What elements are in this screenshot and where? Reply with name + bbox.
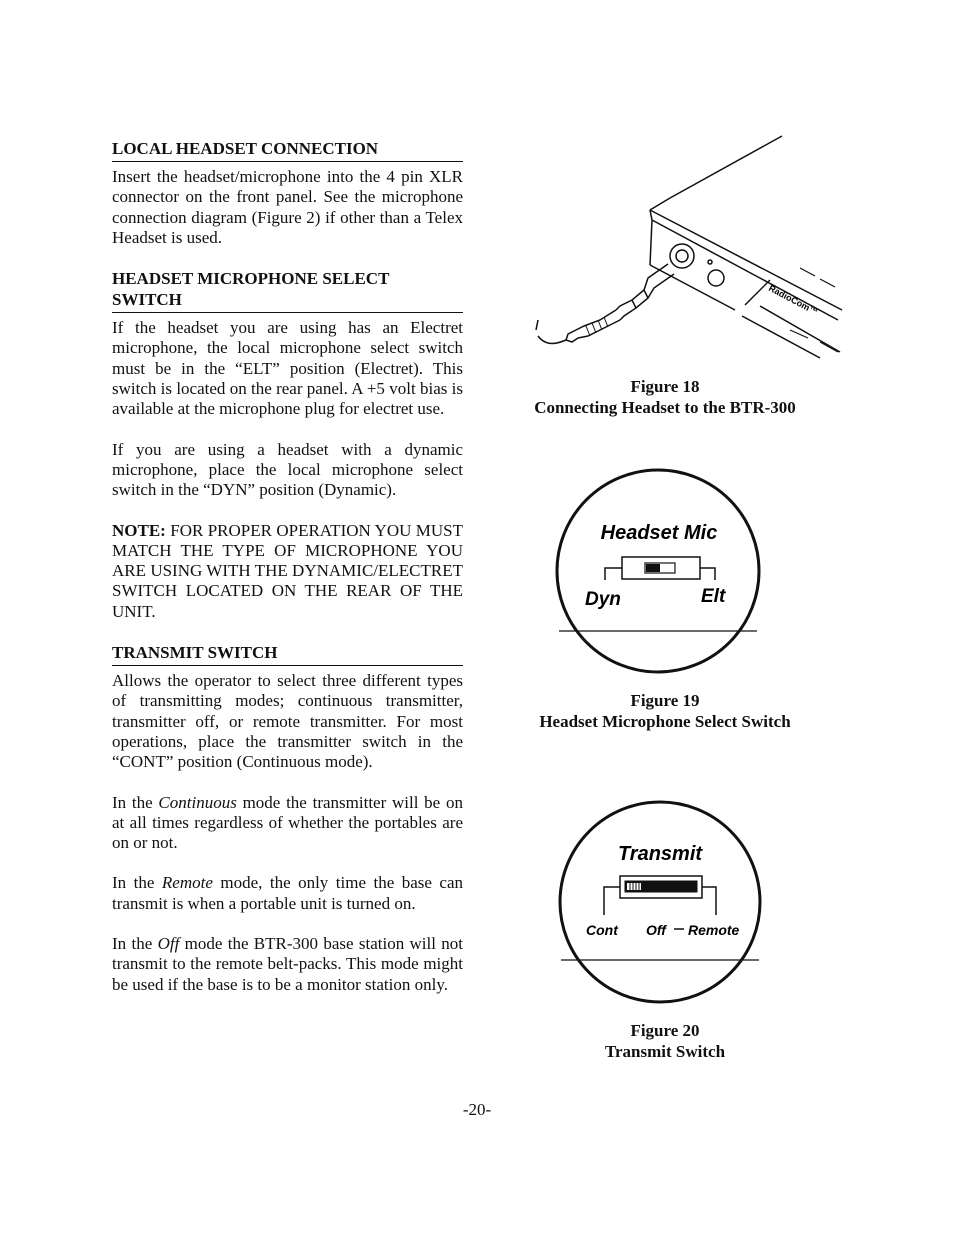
mic-select-heading: HEADSET MICROPHONE SELECT SWITCH (112, 268, 463, 313)
figure-18-title: Connecting Headset to the BTR-300 (534, 398, 796, 417)
figure-18-illustration (520, 130, 850, 370)
cont-label: Cont (586, 922, 618, 938)
elt-label: Elt (701, 586, 726, 607)
page-number: -20- (462, 1100, 492, 1119)
mic-select-text-2: If you are using a headset with a dynamic microphone, place the local microphone select switch in the “DYN” position (Dynamic). (112, 439, 463, 500)
local-headset-text: Insert the headset/microphone into the 4 pin XLR connector on the front panel. See the microphone connection diagram (Figure 2) if other than a Telex Headset is used. (112, 167, 463, 247)
left-column (112, 138, 463, 1015)
mic-select-note (112, 521, 463, 622)
radiocom-label: RadioCom™ (767, 282, 820, 318)
transmit-label: Transmit (617, 843, 703, 865)
note-label: NOTE: (112, 520, 166, 540)
local-headset-heading: LOCAL HEADSET CONNECTION (112, 138, 463, 162)
figure-18-number: Figure 18 (630, 377, 700, 396)
figure-19-number: Figure 19 (630, 691, 700, 710)
off-label: Off (646, 922, 666, 938)
figure-20-illustration (558, 800, 762, 1004)
figure-20-caption (515, 1020, 815, 1062)
figure-19-title: Headset Microphone Select Switch (539, 712, 791, 731)
figure-20-title: Transmit Switch (604, 1042, 726, 1061)
remote-label: Remote (688, 922, 740, 938)
mic-select-text-1: If the headset you are using has an Electret microphone, the local microphone select switch must be in the “ELT” position (Electret). This switch is located on the rear panel. A +5 volt bias is available at the microphone plug for electret use. (112, 318, 463, 419)
transmit-text-4: In the Off mode the BTR-300 base station will not transmit to the remote belt-packs. This mode might be used if the base is to be a monitor station only. (112, 934, 464, 994)
figure-19-caption (515, 690, 815, 732)
figure-19-illustration (555, 468, 761, 674)
dyn-label: Dyn (585, 589, 621, 610)
note-text: FOR PROPER OPERATION YOU MUST MATCH THE TYPE OF MICROPHONE YOU ARE USING WITH THE DYNAMIC/ELECTRET SWITCH LOCATED ON THE REAR OF THE UNIT. (112, 520, 463, 621)
transmit-text-3: In the Remote mode, the only time the base can transmit is when a portable unit is turned on. (112, 873, 463, 913)
figure-20-number: Figure 20 (630, 1021, 700, 1040)
transmit-text-2: In the Continuous mode the transmitter will be on at all times regardless of whether the portables are on or not. (112, 792, 463, 853)
transmit-text-1: Allows the operator to select three different types of transmitting modes; continuous transmitter, transmitter off, or remote transmitter. For most operations, place the transmitter switch in the “CONT” position (Continuous mode). (112, 671, 463, 772)
transmit-heading: TRANSMIT SWITCH (112, 642, 463, 666)
headset-mic-label: Headset Mic (600, 522, 718, 544)
figure-18-caption (515, 376, 815, 418)
